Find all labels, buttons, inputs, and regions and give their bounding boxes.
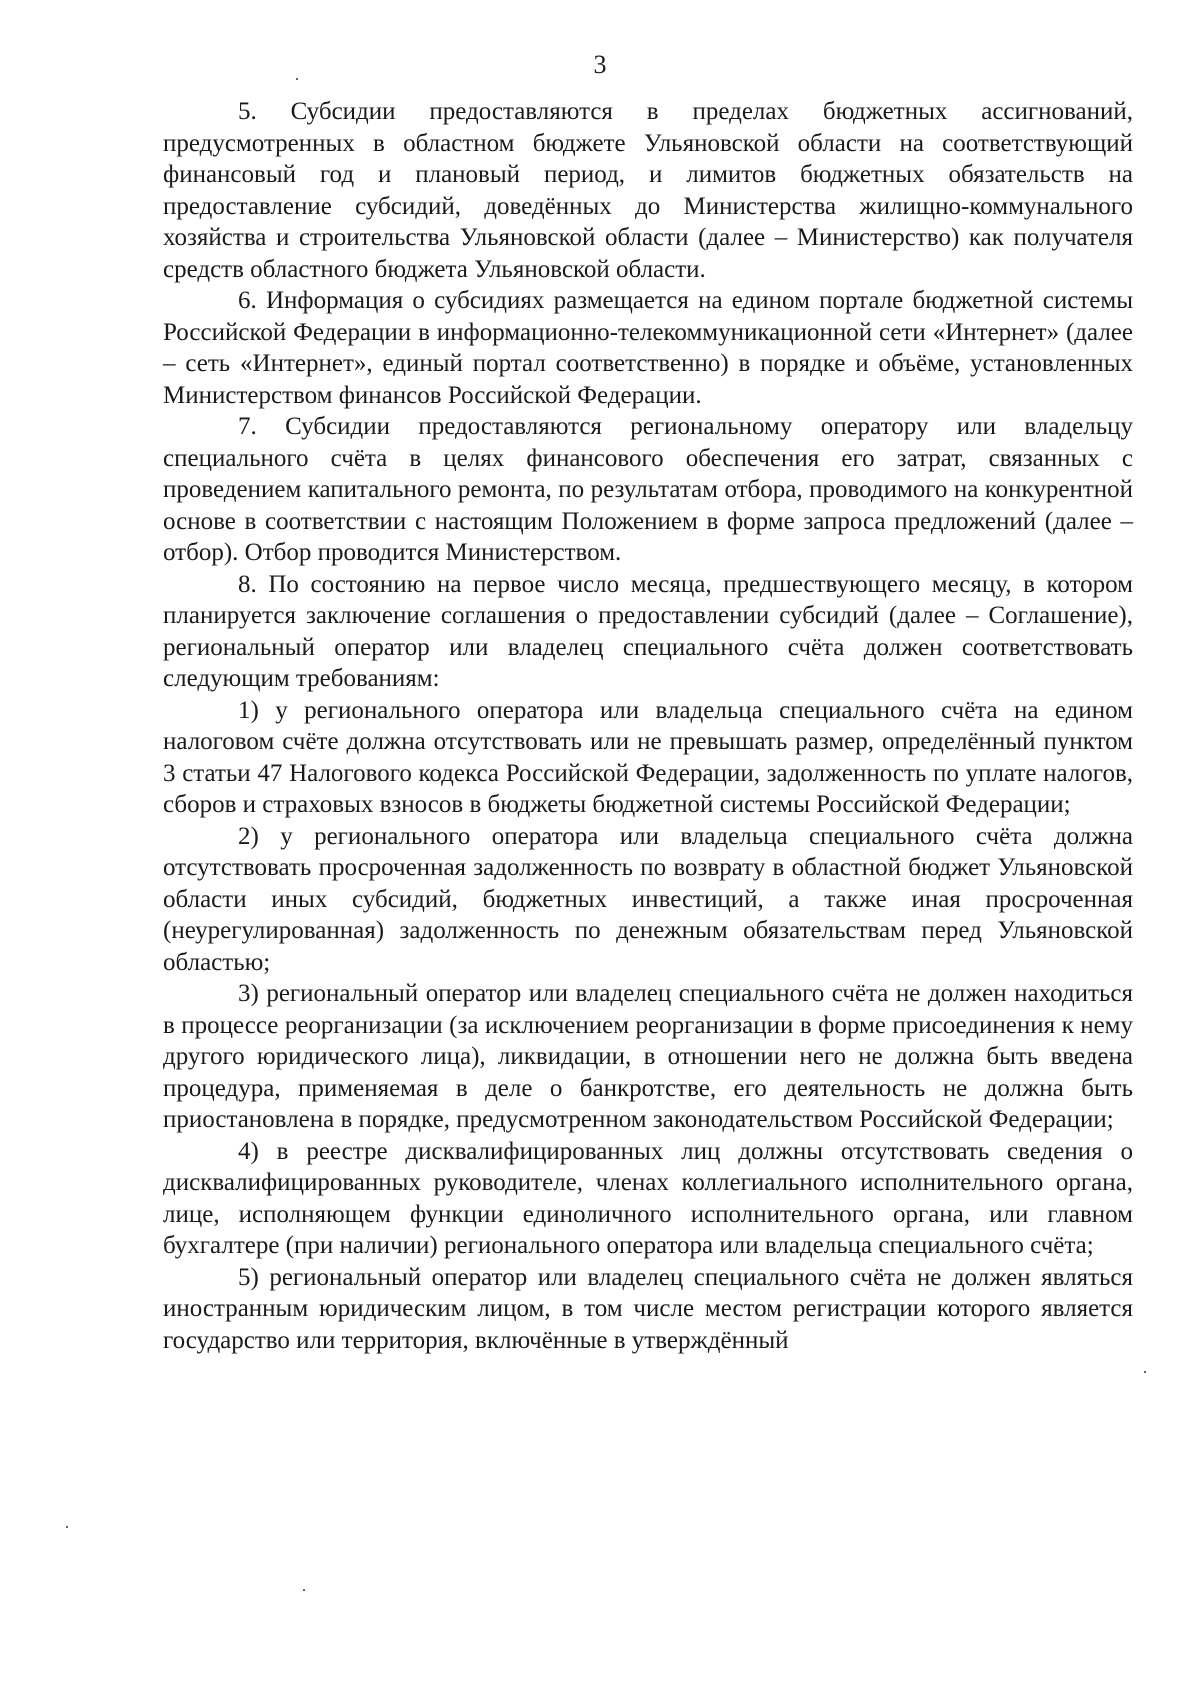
scan-speck bbox=[296, 78, 298, 80]
scan-speck bbox=[66, 1526, 68, 1528]
paragraph-6: 6. Информация о субсидиях размещается на едином портале бюджетной системы Российской Федерации в информационно-телекоммуникационной сети «Интернет» (далее – сеть «Интернет», единый портал соответственно) в порядке и объёме, установленных Министерством финансов Российской Федерации. bbox=[163, 287, 1133, 409]
scan-speck bbox=[303, 1589, 305, 1591]
requirement-item-3: 3) региональный оператор или владелец специального счёта не должен находиться в процессе реорганизации (за исключением реорганизации в форме присоединения к нему другого юридического лица), ликвидации, в отношении него не должна быть введена процедура, применяемая в деле о банкротстве, его деятельность не должна быть приостановлена в порядке, предусмотренном законодательством Российской Федерации; bbox=[163, 980, 1133, 1133]
page-number: 3 bbox=[593, 50, 607, 79]
requirement-item-4: 4) в реестре дисквалифицированных лиц должны отсутствовать сведения о дисквалифицированных руководителе, членах коллегиального исполнительного органа, лице, исполняющем функции единоличного исполнительного органа, или главном бухгалтере (при наличии) регионального оператора или владельца специального счёта; bbox=[163, 1137, 1133, 1259]
paragraph-8: 8. По состоянию на первое число месяца, предшествующего месяцу, в котором планируется заключение соглашения о предоставлении субсидий (далее – Соглашение), региональный оператор или владелец специального счёта должен соответствовать следующим требованиям: bbox=[163, 570, 1133, 692]
paragraph-5: 5. Субсидии предоставляются в пределах бюджетных ассигнований, предусмотренных в областном бюджете Ульяновской области на соответствующий финансовый год и плановый период, и лимитов бюджетных обязательств на предоставление субсидий, доведённых до Министерства жилищно-коммунального хозяйства и строительства Ульяновской области (далее – Министерство) как получателя средств областного бюджета Ульяновской области. bbox=[163, 98, 1133, 283]
requirement-item-1: 1) у регионального оператора или владельца специального счёта на едином налоговом счёте должна отсутствовать или не превышать размер, определённый пунктом 3 статьи 47 Налогового кодекса Российской Федерации, задолженность по уплате налогов, сборов и страховых взносов в бюджеты бюджетной системы Российской Федерации; bbox=[163, 696, 1133, 818]
requirement-item-2: 2) у регионального оператора или владельца специального счёта должна отсутствовать просроченная задолженность по возврату в областной бюджет Ульяновской области иных субсидий, бюджетных инвестиций, а также иная просроченная (неурегулированная) задолженность по денежным обязательствам перед Ульяновской областью; bbox=[163, 822, 1133, 976]
requirement-item-5: 5) региональный оператор или владелец специального счёта не должен являться иностранным юридическим лицом, в том числе местом регистрации которого является государство или территория, включённые в утверждённый bbox=[163, 1263, 1133, 1354]
document-body bbox=[163, 96, 1133, 1356]
paragraph-7: 7. Субсидии предоставляются региональному оператору или владельцу специального счёта в целях финансового обеспечения его затрат, связанных с проведением капитального ремонта, по результатам отбора, проводимого на конкурентной основе в соответствии с настоящим Положением в форме запроса предложений (далее – отбор). Отбор проводится Министерством. bbox=[163, 413, 1133, 566]
scan-speck bbox=[1144, 1371, 1146, 1373]
